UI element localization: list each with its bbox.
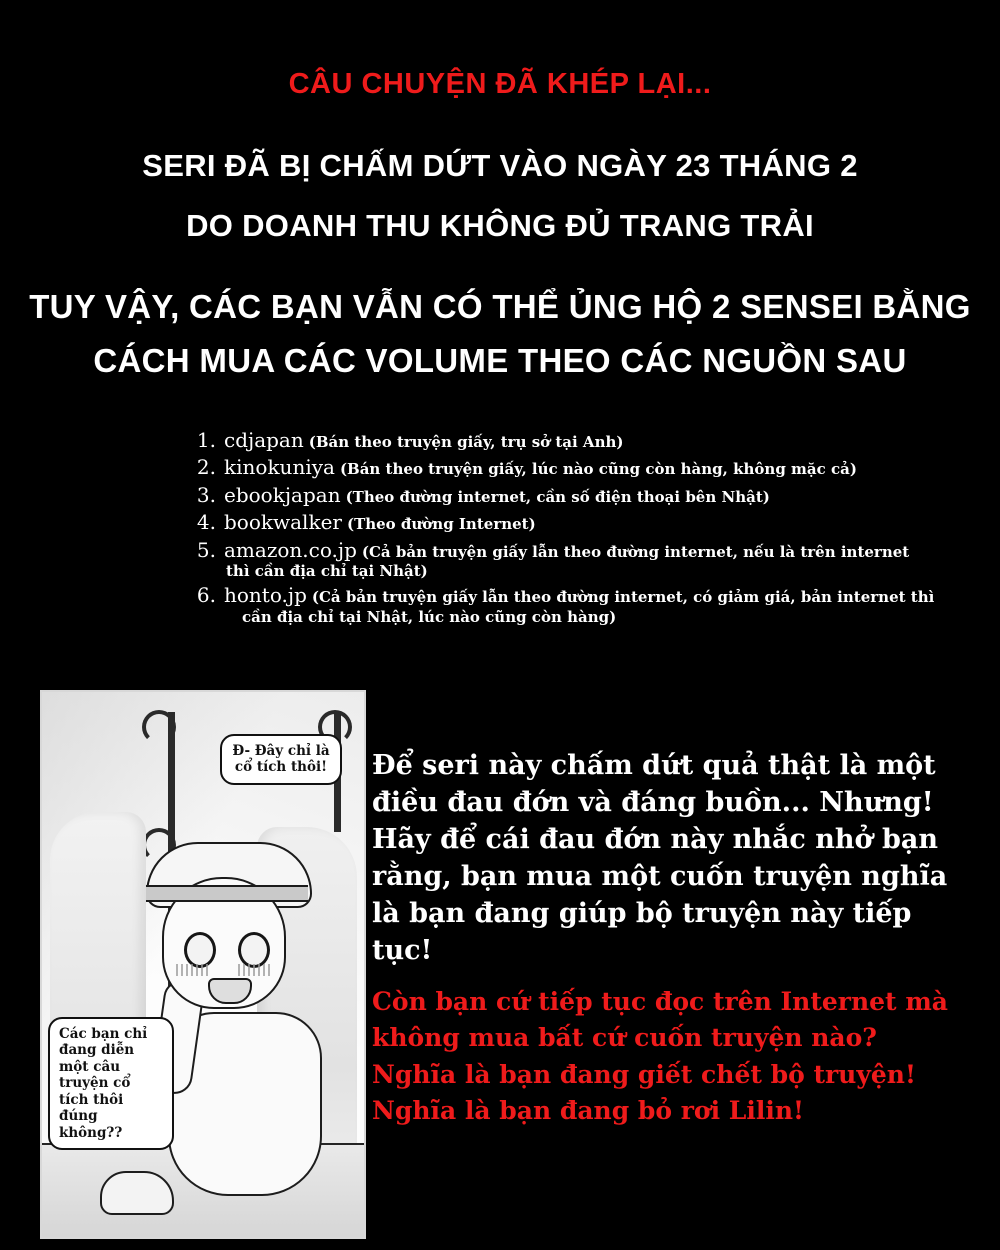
hook-shape bbox=[142, 710, 176, 744]
list-item bbox=[190, 538, 950, 581]
list-item-number: 5. bbox=[196, 537, 216, 562]
headline-line-2: DO DOANH THU KHÔNG ĐỦ TRANG TRẢI bbox=[186, 208, 814, 243]
speech-bubble-top: Đ- Đây chỉ là cổ tích thôi! bbox=[220, 734, 342, 785]
store-name: kinokuniya bbox=[224, 455, 335, 480]
blush-shape bbox=[176, 964, 210, 976]
store-note: (Cả bản truyện giấy lẫn theo đường internet, nếu là trên internet bbox=[361, 542, 910, 561]
message-red-line-1: Còn bạn cứ tiếp tục đọc trên Internet mà bbox=[372, 986, 948, 1016]
store-name: bookwalker bbox=[224, 510, 342, 535]
eye-shape bbox=[238, 932, 270, 968]
list-item-number: 1. bbox=[196, 428, 216, 452]
store-note: (Theo đường Internet) bbox=[346, 515, 536, 534]
store-note: (Bán theo truyện giấy, trụ sở tại Anh) bbox=[308, 433, 624, 451]
list-item bbox=[190, 428, 950, 452]
message-block bbox=[372, 748, 980, 1130]
manga-artwork bbox=[42, 692, 364, 1237]
list-item-number: 3. bbox=[196, 482, 216, 507]
list-item bbox=[190, 483, 950, 507]
message-paragraph-white: Để seri này chấm dứt quả thật là một điều đau đớn và đáng buồn... Nhưng! Hãy để cái đau đớn này nhắc nhở bạn rằng, bạn mua một cuốn truyện nghĩa là bạn đang giúp bộ truyện này tiếp tục! bbox=[372, 750, 948, 966]
store-note: (Cả bản truyện giấy lẫn theo đường internet, có giảm giá, bản internet thì bbox=[311, 588, 935, 607]
list-item-number: 6. bbox=[196, 583, 216, 608]
message-red-line-3: Nghĩa là bạn đang giết chết bộ truyện! bbox=[372, 1059, 916, 1089]
list-item bbox=[190, 455, 950, 479]
hat-band-shape bbox=[146, 885, 308, 902]
store-note: (Theo đường internet, cần số điện thoại bên Nhật) bbox=[345, 487, 770, 506]
headline-line-4: CÁCH MUA CÁC VOLUME THEO CÁC NGUỒN SAU bbox=[93, 342, 907, 379]
blush-shape bbox=[238, 964, 272, 976]
list-item-number: 2. bbox=[196, 455, 216, 480]
store-name: amazon.co.jp bbox=[224, 537, 357, 562]
store-note: (Bán theo truyện giấy, lúc nào cũng còn hàng, không mặc cả) bbox=[339, 460, 857, 479]
headline-line-3: TUY VẬY, CÁC BẠN VẪN CÓ THỂ ỦNG HỘ 2 SENSEI BẰNG bbox=[29, 288, 971, 325]
store-name: cdjapan bbox=[224, 428, 304, 452]
store-note-continued: thì cần địa chỉ tại Nhật) bbox=[226, 561, 428, 580]
store-note-continued: cần địa chỉ tại Nhật, lúc nào cũng còn hàng) bbox=[242, 607, 617, 626]
page-title: CÂU CHUYỆN ĐÃ KHÉP LẠI... bbox=[288, 68, 712, 100]
manga-panel-image bbox=[40, 690, 366, 1239]
list-item bbox=[190, 510, 950, 534]
store-name: honto.jp bbox=[224, 583, 307, 608]
list-item-number: 4. bbox=[196, 510, 216, 535]
message-paragraph-red bbox=[372, 984, 980, 1130]
message-red-line-2: không mua bất cứ cuốn truyện nào? bbox=[372, 1023, 877, 1053]
store-list bbox=[190, 428, 950, 629]
shoe-shape bbox=[100, 1171, 174, 1215]
store-name: ebookjapan bbox=[224, 482, 341, 507]
list-item bbox=[190, 583, 950, 626]
message-red-line-4: Nghĩa là bạn đang bỏ rơi Lilin! bbox=[372, 1096, 805, 1126]
speech-bubble-bottom: Các bạn chỉ đang diễn một câu truyện cổ tích thôi đúng không?? bbox=[48, 1017, 174, 1150]
headline-line-1: SERI ĐÃ BỊ CHẤM DỨT VÀO NGÀY 23 THÁNG 2 bbox=[142, 148, 858, 183]
eye-shape bbox=[184, 932, 216, 968]
